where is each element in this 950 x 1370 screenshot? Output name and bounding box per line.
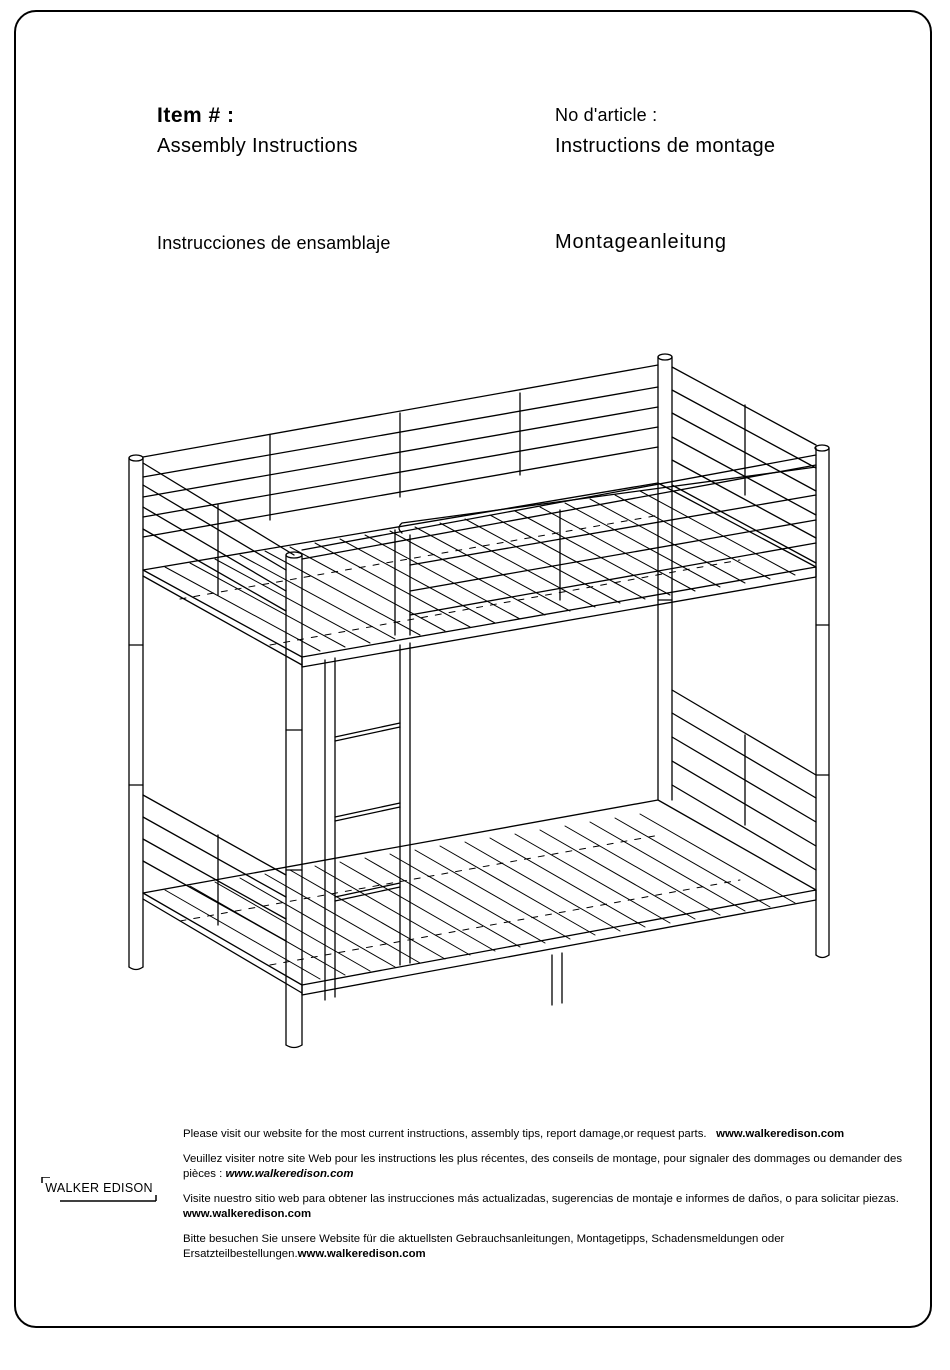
item-number-label-fr: No d'article :	[555, 105, 658, 125]
footer-note-es-text: Visite nuestro sitio web para obtener las instrucciones más actualizadas, sugerencias de montaje e informes de daños, o para solicitar piezas.	[183, 1193, 899, 1205]
bed-post-front-right	[815, 445, 829, 958]
website-link-de[interactable]: www.walkeredison.com	[297, 1248, 426, 1260]
website-link-es[interactable]: www.walkeredison.com	[183, 1208, 312, 1220]
footer-note-de	[183, 1232, 910, 1262]
top-right-guardrail	[672, 367, 816, 538]
bottom-right-guardrail	[672, 690, 816, 870]
assembly-instructions-fr: Instructions de montage	[555, 135, 776, 157]
website-link-fr[interactable]: www.walkeredison.com	[225, 1168, 354, 1180]
website-link-en[interactable]: www.walkeredison.com	[716, 1128, 845, 1140]
bottom-left-guardrail	[143, 795, 286, 941]
footer-note-en-text: Please visit our website for the most current instructions, assembly tips, report damage,or request parts.	[183, 1128, 707, 1140]
bed-post-front-left	[286, 552, 302, 1048]
footer-note-de-text: Bitte besuchen Sie unsere Website für die aktuellsten Gebrauchsanleitungen, Montagetipps, Schadensmeldungen oder Ersatzteilbestellungen.	[183, 1233, 785, 1260]
assembly-instructions-es: Instrucciones de ensamblaje	[157, 233, 391, 253]
footer-note-fr	[183, 1152, 910, 1182]
bunk-bed-illustration	[120, 345, 830, 1065]
footer-note-fr-text: Veuillez visiter notre site Web pour les instructions les plus récentes, des conseils de montage, pour signaler des dommages ou demander des pièces :	[183, 1153, 903, 1180]
center-support-leg	[552, 953, 562, 1005]
walker-edison-logo	[40, 1177, 158, 1203]
bed-post-back-left	[129, 455, 143, 970]
bottom-bunk-slats	[165, 814, 795, 979]
ladder	[325, 643, 410, 1000]
footer-note-en	[183, 1127, 910, 1142]
footer-notes	[183, 1127, 910, 1272]
logo-text: WALKER EDISON	[45, 1181, 153, 1195]
assembly-instructions-en: Assembly Instructions	[157, 135, 358, 157]
item-number-label: Item # :	[157, 104, 235, 127]
footer-note-es	[183, 1192, 910, 1222]
assembly-instructions-de: Montageanleitung	[555, 231, 727, 253]
bottom-bunk-frame	[143, 800, 816, 995]
